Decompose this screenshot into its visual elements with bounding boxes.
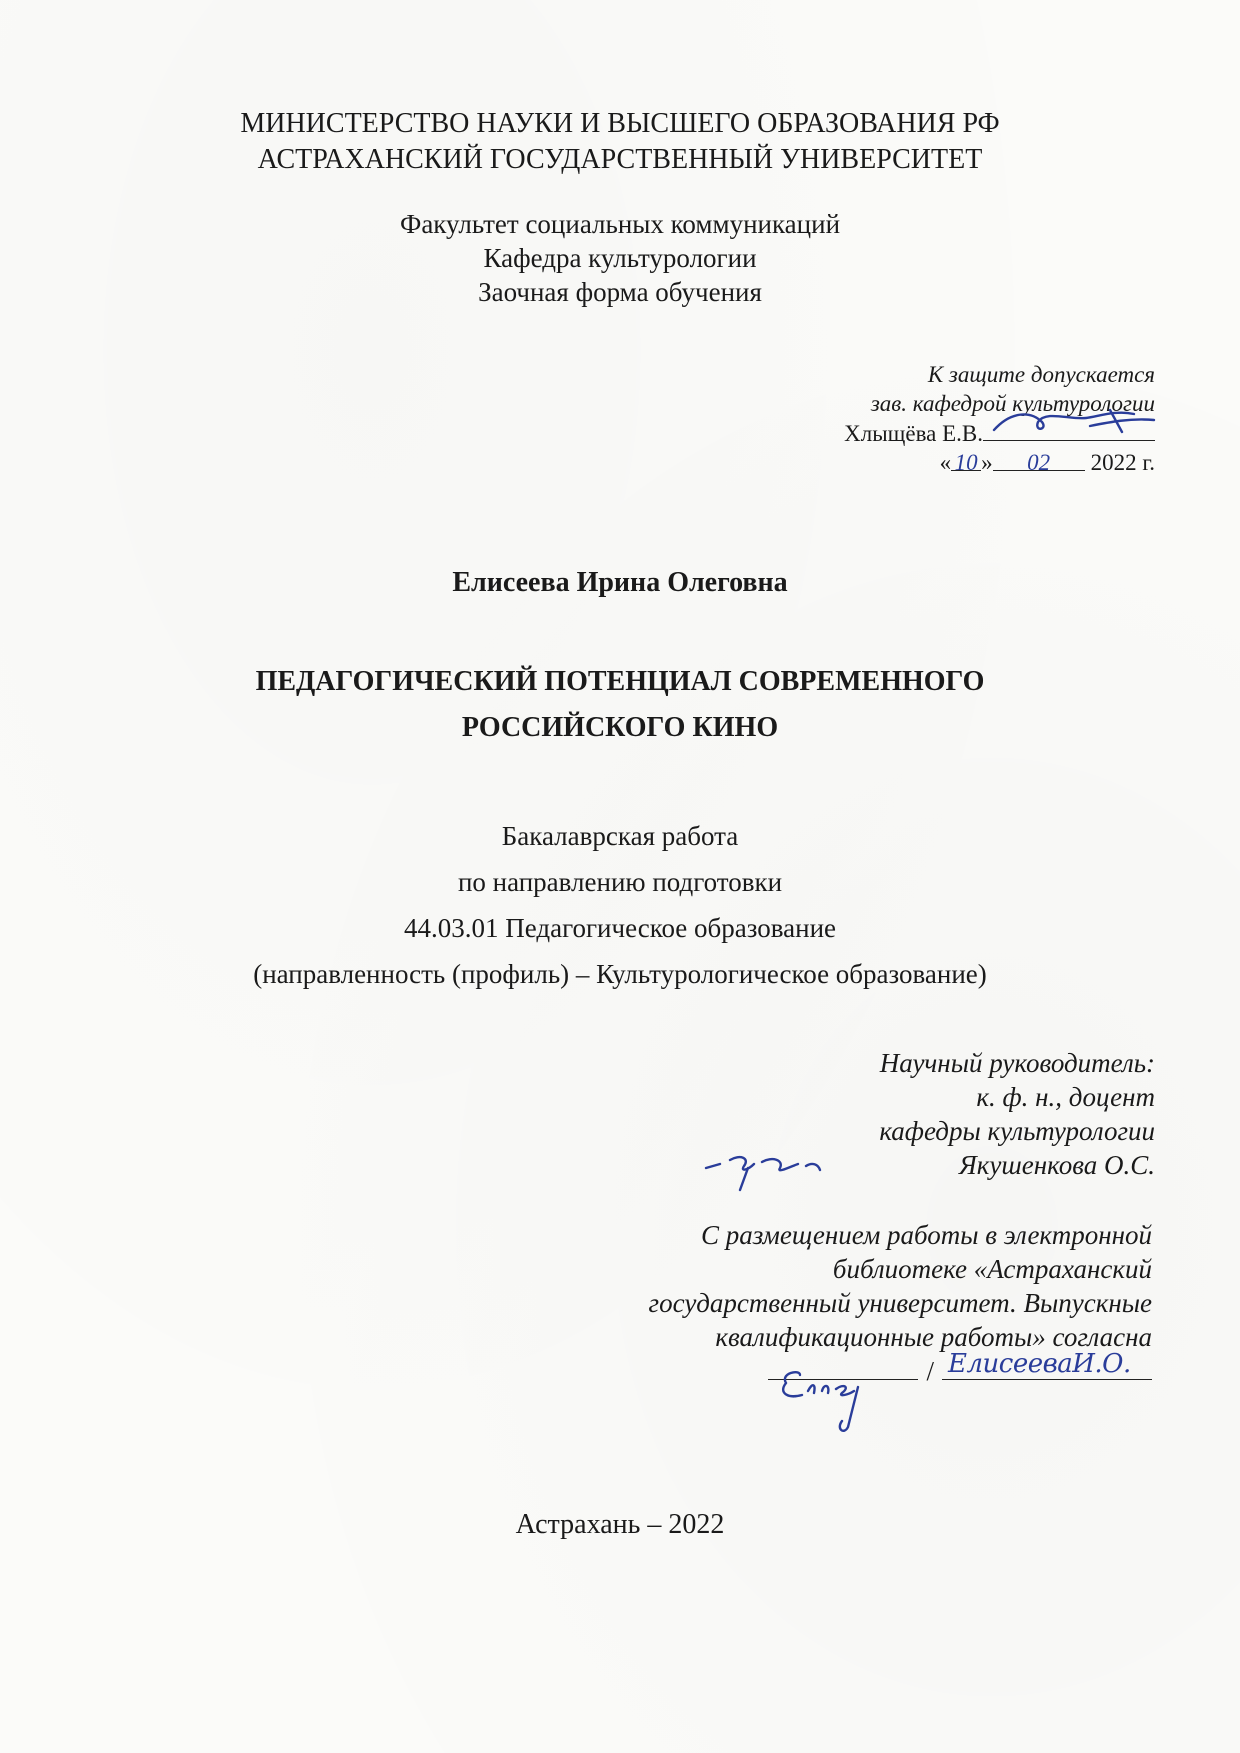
- approval-date-line: [844, 448, 1155, 477]
- student-signature: [778, 1365, 928, 1435]
- supervisor-signature: [700, 1140, 830, 1195]
- supervisor-block: [879, 1046, 1155, 1182]
- city-year: Астрахань – 2022: [515, 1509, 725, 1540]
- work-type: Бакалаврская работа: [501, 821, 739, 851]
- direction-label: по направлению подготовки: [457, 867, 783, 897]
- supervisor-label: Научный руководитель:: [879, 1048, 1155, 1078]
- head-name: Хлыщёва Е.В.: [844, 421, 983, 446]
- department-name: Кафедра культурологии: [483, 243, 757, 273]
- ministry-name: МИНИСТЕРСТВО НАУКИ И ВЫСШЕГО ОБРАЗОВАНИЯ РФ: [240, 108, 1000, 139]
- date-open-quote: «: [939, 450, 952, 475]
- thesis-title: [0, 659, 1240, 751]
- approval-line-2: зав. кафедрой культурологии: [870, 391, 1155, 416]
- thesis-title-line-2: РОССИЙСКОГО КИНО: [461, 712, 779, 743]
- direction-code: 44.03.01 Педагогическое образование: [403, 913, 837, 943]
- faculty-name: Факультет социальных коммуникаций: [399, 209, 841, 239]
- consent-slash: /: [926, 1356, 934, 1386]
- faculty-block: [0, 207, 1240, 309]
- supervisor-degree: к. ф. н., доцент: [976, 1082, 1155, 1112]
- header-block: [0, 106, 1240, 178]
- author-name: Елисеева Ирина Олеговна: [452, 567, 788, 598]
- head-signature: [990, 402, 1160, 442]
- consent-line-2: библиотеке «Астраханский: [832, 1254, 1152, 1284]
- consent-name-underline: [942, 1349, 1152, 1380]
- consent-line-3: государственный университет. Выпускные: [648, 1288, 1152, 1318]
- supervisor-department: кафедры культурологии: [879, 1116, 1155, 1146]
- thesis-title-line-1: ПЕДАГОГИЧЕСКИЙ ПОТЕНЦИАЛ СОВРЕМЕННОГО: [255, 666, 985, 697]
- study-form: Заочная форма обучения: [478, 277, 762, 307]
- university-name: АСТРАХАНСКИЙ ГОСУДАРСТВЕННЫЙ УНИВЕРСИТЕТ: [257, 144, 983, 175]
- consent-handwritten-name: ЕлисееваИ.О.: [948, 1349, 1131, 1379]
- consent-line-1: С размещением работы в электронной: [700, 1220, 1152, 1250]
- supervisor-name: Якушенкова О.С.: [958, 1150, 1155, 1180]
- date-day: 10: [951, 448, 981, 471]
- approval-line-1: К защите допускается: [927, 362, 1155, 387]
- date-month: 02: [993, 448, 1085, 471]
- consent-line-4: квалификационные работы» согласна: [715, 1322, 1152, 1352]
- date-year: 2022 г.: [1090, 450, 1155, 475]
- work-info-block: [0, 813, 1240, 997]
- date-close-quote: »: [981, 450, 993, 475]
- consent-block: [649, 1218, 1152, 1388]
- profile: (направленность (профиль) – Культурологическое образование): [253, 959, 987, 989]
